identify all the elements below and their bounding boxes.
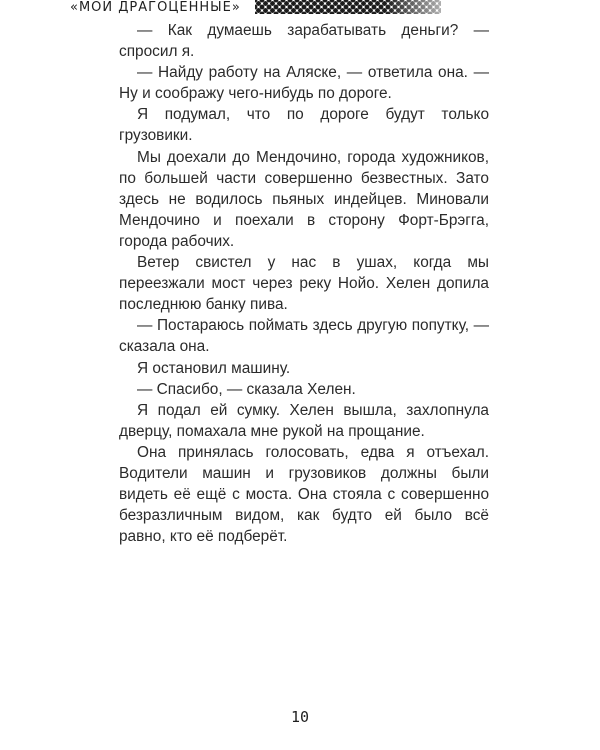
page-number: 10 (290, 708, 310, 726)
ornament-divider (255, 0, 441, 14)
paragraph: — Спасибо, — сказала Хелен. (137, 380, 356, 398)
paragraph: — Как думаешь зарабатывать деньги? — спросил я. (119, 22, 489, 61)
paragraph: Ветер свистел у нас в ушах, когда мы переезжали мост через реку Нойо. Хелен допила последнюю банку пива. (119, 254, 489, 314)
running-title: «МОИ ДРАГОЦЕННЫЕ» (70, 0, 241, 15)
paragraph: Я остановил машину. (137, 359, 291, 377)
paragraph: Я подумал, что по дороге будут только грузовики. (119, 106, 489, 145)
body-text (119, 20, 489, 547)
paragraph: — Найду работу на Аляске, — ответила она. — Ну и соображу чего-нибудь по дороге. (119, 64, 489, 103)
paragraph: — Постараюсь поймать здесь другую попутку, — сказала она. (119, 317, 489, 356)
paragraph: Она принялась голосовать, едва я отъехал. Водители машин и грузовиков должны были видеть её ещё с моста. Она стояла с совершенно безразличным видом, как будто ей было всё равно, кто её подберёт. (119, 443, 489, 546)
running-head (70, 0, 441, 16)
paragraph: Мы доехали до Мендочино, города художников, по большей части совершенно безвестных. Зато здесь не водилось пьяных индейцев. Миновали Мендочино и поехали в сторону Форт-Брэгга, города рабочих. (119, 148, 489, 250)
paragraph: Я подал ей сумку. Хелен вышла, захлопнула дверцу, помахала мне рукой на прощание. (119, 401, 489, 440)
